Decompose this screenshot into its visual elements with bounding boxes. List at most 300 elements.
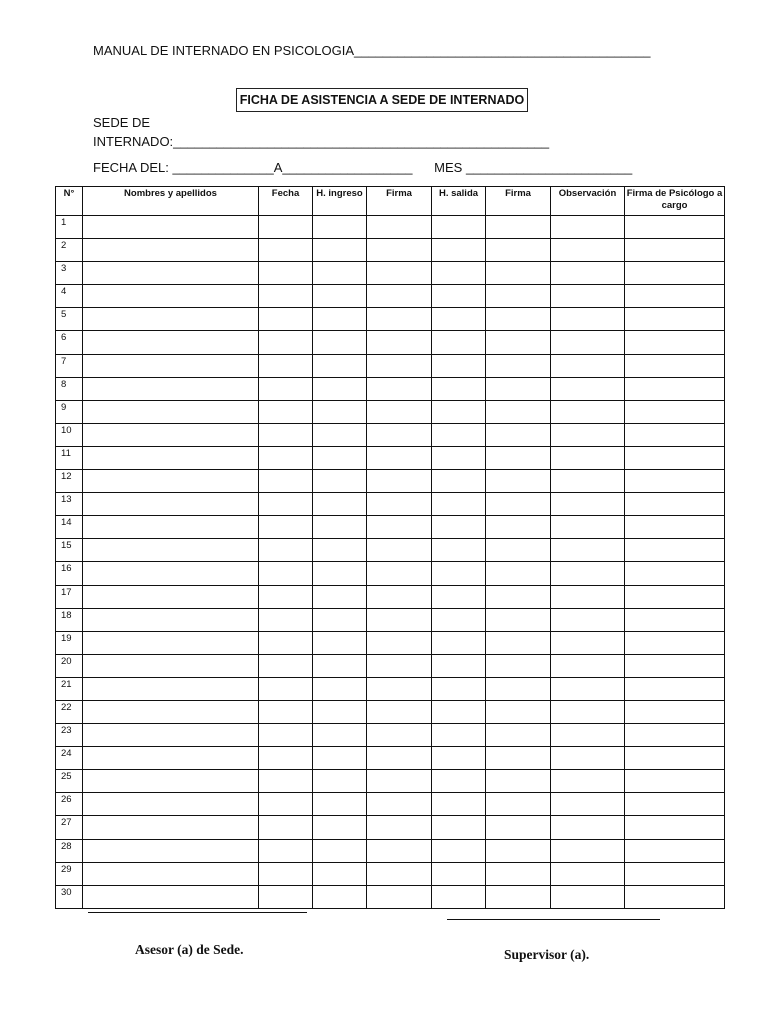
fecha-a-field: A__________________ (273, 160, 413, 175)
blank-cell (625, 400, 725, 423)
blank-cell (486, 839, 551, 862)
blank-cell (625, 423, 725, 446)
supervisor-signature-line (447, 919, 660, 920)
blank-cell (486, 585, 551, 608)
blank-cell (432, 585, 486, 608)
blank-cell (313, 654, 367, 677)
blank-cell (625, 216, 725, 239)
blank-cell (625, 816, 725, 839)
table-row (56, 331, 725, 354)
blank-cell (432, 839, 486, 862)
blank-cell (313, 770, 367, 793)
blank-cell (432, 539, 486, 562)
table-row (56, 308, 725, 331)
blank-cell (259, 377, 313, 400)
blank-cell (486, 608, 551, 631)
table-row (56, 216, 725, 239)
blank-cell (83, 400, 259, 423)
blank-cell (486, 331, 551, 354)
blank-cell (625, 631, 725, 654)
blank-cell (625, 262, 725, 285)
blank-cell (432, 239, 486, 262)
blank-cell (313, 816, 367, 839)
blank-cell (367, 239, 432, 262)
row-number: 22 (56, 700, 83, 723)
table-row (56, 354, 725, 377)
blank-cell (625, 285, 725, 308)
table-row (56, 285, 725, 308)
blank-cell (625, 539, 725, 562)
col-header-signature-in: Firma (367, 187, 432, 216)
blank-cell (83, 585, 259, 608)
blank-cell (367, 308, 432, 331)
table-row (56, 516, 725, 539)
blank-cell (313, 423, 367, 446)
blank-cell (486, 354, 551, 377)
blank-cell (486, 400, 551, 423)
blank-cell (259, 262, 313, 285)
blank-cell (313, 400, 367, 423)
blank-cell (259, 793, 313, 816)
blank-cell (83, 562, 259, 585)
blank-cell (486, 239, 551, 262)
blank-cell (551, 262, 625, 285)
form-title: FICHA DE ASISTENCIA A SEDE DE INTERNADO (236, 88, 528, 112)
table-row (56, 400, 725, 423)
row-number: 6 (56, 331, 83, 354)
asesor-signature-label: Asesor (a) de Sede. (135, 942, 244, 957)
blank-cell (625, 654, 725, 677)
row-number: 19 (56, 631, 83, 654)
blank-cell (83, 285, 259, 308)
blank-cell (367, 216, 432, 239)
blank-cell (83, 816, 259, 839)
blank-cell (367, 839, 432, 862)
blank-cell (313, 862, 367, 885)
blank-cell (259, 700, 313, 723)
blank-cell (83, 539, 259, 562)
blank-cell (367, 400, 432, 423)
fecha-del-field: FECHA DEL: ______________ (93, 160, 274, 175)
row-number: 8 (56, 377, 83, 400)
blank-cell (259, 839, 313, 862)
blank-cell (313, 285, 367, 308)
blank-cell (551, 308, 625, 331)
blank-cell (551, 816, 625, 839)
table-row (56, 493, 725, 516)
blank-cell (367, 862, 432, 885)
blank-cell (83, 654, 259, 677)
blank-cell (486, 631, 551, 654)
blank-cell (432, 562, 486, 585)
row-number: 23 (56, 724, 83, 747)
blank-cell (83, 885, 259, 908)
row-number: 15 (56, 539, 83, 562)
blank-cell (551, 470, 625, 493)
blank-cell (486, 539, 551, 562)
blank-cell (313, 308, 367, 331)
blank-cell (551, 747, 625, 770)
blank-cell (432, 747, 486, 770)
table-row (56, 470, 725, 493)
blank-cell (313, 470, 367, 493)
blank-cell (486, 516, 551, 539)
table-row (56, 608, 725, 631)
blank-cell (486, 747, 551, 770)
blank-cell (259, 885, 313, 908)
blank-cell (259, 608, 313, 631)
row-number: 27 (56, 816, 83, 839)
row-number: 7 (56, 354, 83, 377)
blank-cell (551, 377, 625, 400)
row-number: 16 (56, 562, 83, 585)
blank-cell (551, 423, 625, 446)
blank-cell (551, 770, 625, 793)
blank-cell (432, 816, 486, 839)
table-row (56, 839, 725, 862)
blank-cell (259, 308, 313, 331)
blank-cell (259, 631, 313, 654)
blank-cell (432, 677, 486, 700)
blank-cell (313, 700, 367, 723)
mes-field: MES _______________________ (434, 160, 633, 175)
blank-cell (432, 377, 486, 400)
blank-cell (486, 493, 551, 516)
blank-cell (259, 470, 313, 493)
col-header-observation: Observación (551, 187, 625, 216)
row-number: 9 (56, 400, 83, 423)
table-row (56, 585, 725, 608)
blank-cell (486, 446, 551, 469)
col-header-exit-time: H. salida (432, 187, 486, 216)
blank-cell (432, 516, 486, 539)
blank-cell (367, 585, 432, 608)
blank-cell (259, 493, 313, 516)
blank-cell (367, 885, 432, 908)
blank-cell (625, 793, 725, 816)
blank-cell (486, 677, 551, 700)
blank-cell (367, 747, 432, 770)
blank-cell (259, 747, 313, 770)
row-number: 2 (56, 239, 83, 262)
blank-cell (432, 308, 486, 331)
blank-cell (551, 539, 625, 562)
blank-cell (367, 770, 432, 793)
blank-cell (83, 793, 259, 816)
col-header-entry-time: H. ingreso (313, 187, 367, 216)
col-header-date: Fecha (259, 187, 313, 216)
blank-cell (259, 331, 313, 354)
col-header-signature-out: Firma (486, 187, 551, 216)
blank-cell (259, 562, 313, 585)
blank-cell (313, 262, 367, 285)
row-number: 4 (56, 285, 83, 308)
blank-cell (625, 331, 725, 354)
blank-cell (83, 216, 259, 239)
blank-cell (83, 308, 259, 331)
blank-cell (367, 493, 432, 516)
blank-cell (83, 516, 259, 539)
row-number: 18 (56, 608, 83, 631)
blank-cell (367, 354, 432, 377)
blank-cell (551, 839, 625, 862)
blank-cell (432, 885, 486, 908)
blank-cell (259, 239, 313, 262)
blank-cell (83, 770, 259, 793)
blank-cell (486, 562, 551, 585)
blank-cell (367, 608, 432, 631)
blank-cell (367, 331, 432, 354)
blank-cell (625, 308, 725, 331)
blank-cell (367, 700, 432, 723)
blank-cell (432, 724, 486, 747)
blank-cell (551, 654, 625, 677)
blank-cell (313, 793, 367, 816)
blank-cell (625, 446, 725, 469)
col-header-number: N° (56, 187, 83, 216)
blank-cell (432, 862, 486, 885)
row-number: 25 (56, 770, 83, 793)
row-number: 14 (56, 516, 83, 539)
blank-cell (259, 354, 313, 377)
blank-cell (625, 239, 725, 262)
col-header-psychologist-signature: Firma de Psicólogo a cargo (625, 187, 725, 216)
blank-cell (367, 262, 432, 285)
blank-cell (313, 747, 367, 770)
table-row (56, 700, 725, 723)
blank-cell (367, 377, 432, 400)
blank-cell (486, 862, 551, 885)
blank-cell (551, 331, 625, 354)
sede-label: SEDE DE (93, 115, 151, 130)
blank-cell (551, 862, 625, 885)
row-number: 30 (56, 885, 83, 908)
blank-cell (83, 747, 259, 770)
blank-cell (259, 862, 313, 885)
blank-cell (83, 239, 259, 262)
blank-cell (625, 470, 725, 493)
table-row (56, 562, 725, 585)
blank-cell (313, 562, 367, 585)
blank-cell (551, 239, 625, 262)
blank-cell (367, 285, 432, 308)
blank-cell (313, 839, 367, 862)
blank-cell (313, 493, 367, 516)
row-number: 10 (56, 423, 83, 446)
table-row (56, 724, 725, 747)
blank-cell (432, 423, 486, 446)
blank-cell (367, 423, 432, 446)
table-row (56, 793, 725, 816)
blank-cell (313, 885, 367, 908)
blank-cell (625, 885, 725, 908)
blank-cell (259, 539, 313, 562)
blank-cell (625, 585, 725, 608)
row-number: 3 (56, 262, 83, 285)
table-row (56, 654, 725, 677)
blank-cell (313, 216, 367, 239)
blank-cell (367, 816, 432, 839)
blank-cell (367, 516, 432, 539)
blank-cell (486, 285, 551, 308)
row-number: 1 (56, 216, 83, 239)
row-number: 29 (56, 862, 83, 885)
blank-cell (83, 423, 259, 446)
sede-field: INTERNADO:____________________________________________________ (93, 134, 550, 149)
blank-cell (259, 770, 313, 793)
blank-cell (83, 700, 259, 723)
blank-cell (313, 331, 367, 354)
table-row (56, 816, 725, 839)
table-row (56, 262, 725, 285)
blank-cell (486, 262, 551, 285)
blank-cell (83, 677, 259, 700)
blank-cell (259, 654, 313, 677)
blank-cell (486, 770, 551, 793)
blank-cell (551, 585, 625, 608)
blank-cell (83, 608, 259, 631)
blank-cell (432, 493, 486, 516)
row-number: 21 (56, 677, 83, 700)
blank-cell (432, 400, 486, 423)
row-number: 5 (56, 308, 83, 331)
blank-cell (313, 608, 367, 631)
blank-cell (625, 516, 725, 539)
blank-cell (83, 839, 259, 862)
blank-cell (432, 354, 486, 377)
blank-cell (432, 285, 486, 308)
col-header-names: Nombres y apellidos (83, 187, 259, 216)
blank-cell (367, 677, 432, 700)
blank-cell (625, 354, 725, 377)
row-number: 26 (56, 793, 83, 816)
row-number: 12 (56, 470, 83, 493)
blank-cell (432, 793, 486, 816)
blank-cell (625, 770, 725, 793)
blank-cell (259, 423, 313, 446)
blank-cell (259, 585, 313, 608)
blank-cell (625, 608, 725, 631)
blank-cell (551, 700, 625, 723)
blank-cell (486, 885, 551, 908)
row-number: 20 (56, 654, 83, 677)
blank-cell (432, 608, 486, 631)
blank-cell (486, 423, 551, 446)
blank-cell (367, 631, 432, 654)
blank-cell (83, 354, 259, 377)
blank-cell (432, 262, 486, 285)
blank-cell (83, 724, 259, 747)
blank-cell (551, 354, 625, 377)
blank-cell (486, 816, 551, 839)
asesor-signature-line (88, 912, 307, 913)
blank-cell (83, 631, 259, 654)
table-row (56, 677, 725, 700)
blank-cell (625, 377, 725, 400)
date-range-line (93, 160, 632, 175)
blank-cell (367, 724, 432, 747)
blank-cell (259, 816, 313, 839)
row-number: 28 (56, 839, 83, 862)
blank-cell (83, 470, 259, 493)
table-header-row (56, 187, 725, 216)
blank-cell (367, 654, 432, 677)
blank-cell (83, 262, 259, 285)
blank-cell (432, 216, 486, 239)
blank-cell (486, 216, 551, 239)
blank-cell (313, 354, 367, 377)
blank-cell (551, 446, 625, 469)
blank-cell (432, 631, 486, 654)
table-row (56, 631, 725, 654)
blank-cell (367, 470, 432, 493)
table-row (56, 747, 725, 770)
table-row (56, 239, 725, 262)
blank-cell (486, 308, 551, 331)
blank-cell (83, 862, 259, 885)
blank-cell (486, 793, 551, 816)
blank-cell (432, 700, 486, 723)
blank-cell (83, 493, 259, 516)
blank-cell (551, 724, 625, 747)
blank-cell (625, 747, 725, 770)
blank-cell (259, 446, 313, 469)
blank-cell (486, 700, 551, 723)
blank-cell (551, 631, 625, 654)
blank-cell (259, 400, 313, 423)
blank-cell (625, 700, 725, 723)
blank-cell (551, 885, 625, 908)
blank-cell (551, 493, 625, 516)
blank-cell (432, 446, 486, 469)
blank-cell (367, 562, 432, 585)
blank-cell (83, 446, 259, 469)
supervisor-signature-label: Supervisor (a). (504, 947, 590, 962)
blank-cell (432, 654, 486, 677)
blank-cell (367, 539, 432, 562)
row-number: 13 (56, 493, 83, 516)
row-number: 11 (56, 446, 83, 469)
blank-cell (259, 724, 313, 747)
blank-cell (432, 770, 486, 793)
blank-cell (486, 377, 551, 400)
blank-cell (551, 216, 625, 239)
blank-cell (259, 516, 313, 539)
table-row (56, 377, 725, 400)
attendance-table (55, 186, 725, 909)
blank-cell (625, 562, 725, 585)
blank-cell (486, 724, 551, 747)
table-row (56, 862, 725, 885)
row-number: 17 (56, 585, 83, 608)
blank-cell (625, 724, 725, 747)
blank-cell (313, 585, 367, 608)
blank-cell (432, 331, 486, 354)
blank-cell (551, 793, 625, 816)
table-row (56, 423, 725, 446)
blank-cell (259, 285, 313, 308)
blank-cell (625, 862, 725, 885)
blank-cell (313, 724, 367, 747)
blank-cell (551, 677, 625, 700)
blank-cell (313, 377, 367, 400)
table-row (56, 446, 725, 469)
blank-cell (313, 539, 367, 562)
blank-cell (313, 239, 367, 262)
blank-cell (486, 654, 551, 677)
blank-cell (259, 216, 313, 239)
blank-cell (551, 285, 625, 308)
